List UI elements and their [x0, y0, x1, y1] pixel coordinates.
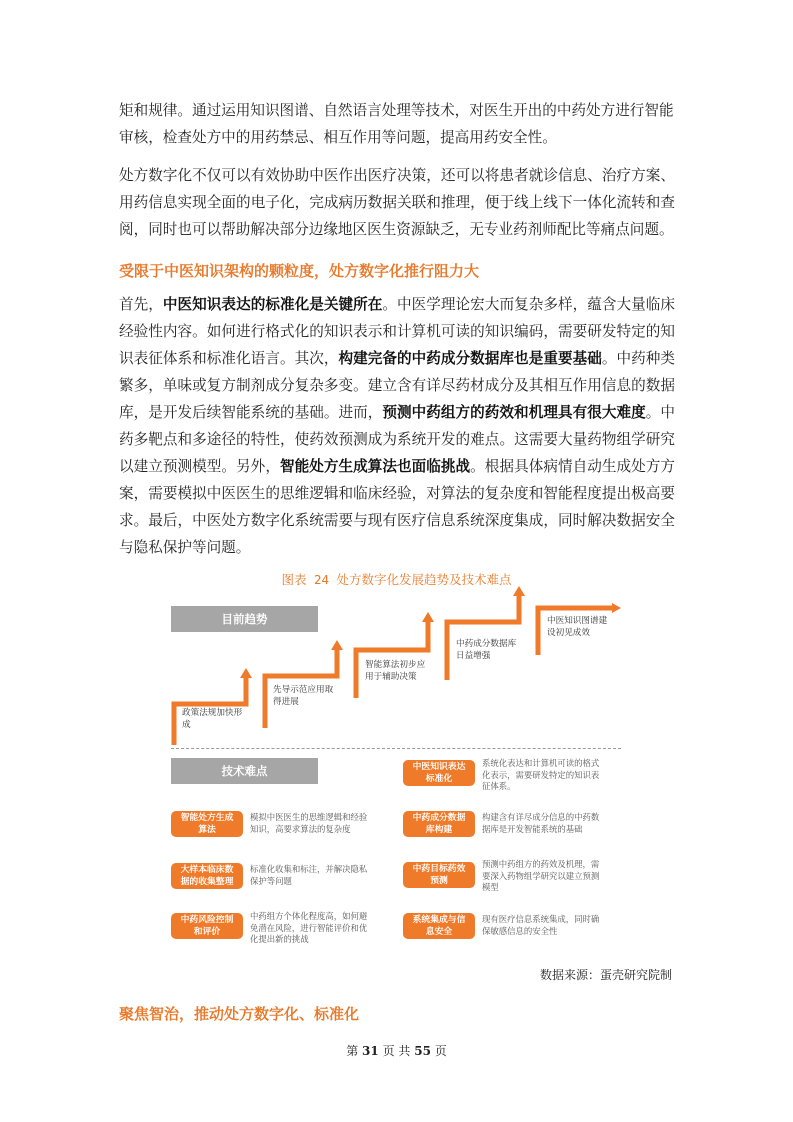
text-run: 。中医学理论宏大而复杂多样，蕴含大量临床经验性内容。如何进行格式化的知识表示和计算机可读的知识编码，需要研发特定的知识表征体系和标准化语言。其次， [119, 296, 675, 367]
challenge-badge-clinical-data: 大样本临床数 据的收集整理 [171, 863, 243, 889]
challenge-desc-efficacy-prediction: 预测中药组方的药效及机理，需 要深入药物组学研究以建立预测 模型 [482, 859, 600, 892]
technical-challenges-label: 技术难点 [171, 758, 318, 784]
challenge-desc-clinical-data: 标准化收集和标注，并解决隐私 保护等问题 [250, 864, 368, 886]
paragraph-prescription-digitization: 处方数字化不仅可以有效协助中医作出医疗决策，还可以将患者就诊信息、治疗方案、用药信息实现全面的电子化，完成病历数据关联和推理，便于线上线下一体化流转和查阅，同时也可以帮助解决部分边缘地区医生资源缺乏，无专业药剂师配比等痛点问题。 [119, 167, 675, 238]
challenge-badge-efficacy-prediction: 中药目标药效 预测 [403, 862, 475, 888]
challenge-desc-system-integration: 现有医疗信息系统集成，同时确 保敏感信息的安全性 [482, 914, 600, 936]
challenge-desc-component-db: 构建含有详尽成分信息的中药数 据库是开发智能系统的基础 [482, 812, 600, 834]
stair-line [447, 594, 519, 680]
challenge-desc-knowledge-standard: 系统化表达和计算机可读的格式 化表示，需要研发特定的知识表 征体系。 [482, 758, 600, 791]
figure-caption: 图表 24 处方数字化发展趋势及技术难点 [281, 572, 512, 587]
text-run: 。中药种类繁多，单味或复方制剂成分复杂多变。建立含有详尽药材成分及其相互作用信息的数据库，是开发后续智能系统的基础。进而， [119, 350, 675, 421]
current-page-number: 31 [362, 1044, 379, 1058]
challenge-desc-algorithm: 模拟中医医生的思维逻辑和经验 知识，高要求算法的复杂度 [250, 812, 368, 834]
text-run: 首先， [119, 296, 163, 313]
arrow-head [240, 668, 252, 678]
paragraph-line: 矩和规律。通过运用知识图谱、自然语言处理等技术，对医生开出的中药处方进行智能 [119, 102, 674, 119]
trend-step-4: 中药成分数据库 日益增强 [456, 639, 517, 661]
bold-phrase: 预测中药组方的药效和机理具有很大难度 [382, 404, 646, 421]
trend-step-5: 中医知识图谱建 设初见成效 [547, 616, 608, 638]
text-run: 。中药多靶点和多途径的特性，使药效预测成为系统开发的难点。这需要大量药物组学研究以建立预测模型。另外， [119, 404, 675, 475]
arrow-head [612, 603, 621, 613]
page-footer [0, 1042, 793, 1059]
section-heading: 聚焦智治，推动处方数字化、标准化 [119, 1005, 360, 1023]
challenge-badge-algorithm: 智能处方生成 算法 [171, 811, 243, 837]
challenge-badge-system-integration: 系统集成与信 息安全 [403, 913, 475, 939]
section-heading: 受限于中医知识架构的颗粒度，处方数字化推行阻力大 [119, 262, 480, 280]
challenge-badge-risk-control: 中药风险控制 和评价 [171, 913, 243, 939]
total-page-count: 55 [414, 1044, 431, 1058]
challenge-badge-knowledge-standard: 中医知识表达 标准化 [403, 760, 475, 786]
arrow-head [513, 586, 525, 596]
arrow-head [422, 612, 434, 622]
trend-step-2: 先导示范应用取 得进展 [273, 685, 334, 707]
trend-step-3: 智能算法初步应 用于辅助决策 [365, 660, 426, 682]
arrow-head [331, 640, 343, 650]
current-trend-label: 目前趋势 [171, 606, 318, 632]
text-run: 。根据具体病情自动生成处方方案，需要模拟中医医生的思维逻辑和临床经验，对算法的复杂度和智能程度提出极高要求。最后，中医处方数字化系统需要与现有医疗信息系统深度集成，同时解决数据安全与隐私保护等问题。 [119, 458, 675, 556]
dashed-divider [171, 748, 621, 749]
footer-text: 第 [346, 1044, 359, 1058]
trend-step-1: 政策法规加快形 成 [182, 708, 243, 730]
paragraph-line: 审核，检查处方中的用药禁忌、相互作用等问题，提高用药安全性。 [119, 129, 557, 146]
challenge-desc-risk-control: 中药组方个体化程度高，如何避 免潜在风险，进行智能评价和优 化提出新的挑战 [250, 911, 368, 944]
bold-phrase: 智能处方生成算法也面临挑战 [279, 458, 471, 475]
data-source: 数据来源：蛋壳研究院制 [539, 968, 672, 982]
bold-phrase: 构建完备的中药成分数据库也是重要基础 [338, 350, 602, 367]
footer-text: 页 共 [382, 1044, 411, 1058]
challenge-badge-component-db: 中药成分数据 库构建 [403, 811, 475, 837]
footer-text: 页 [434, 1044, 447, 1058]
bold-phrase: 中医知识表达的标准化是关键所在 [162, 296, 383, 313]
